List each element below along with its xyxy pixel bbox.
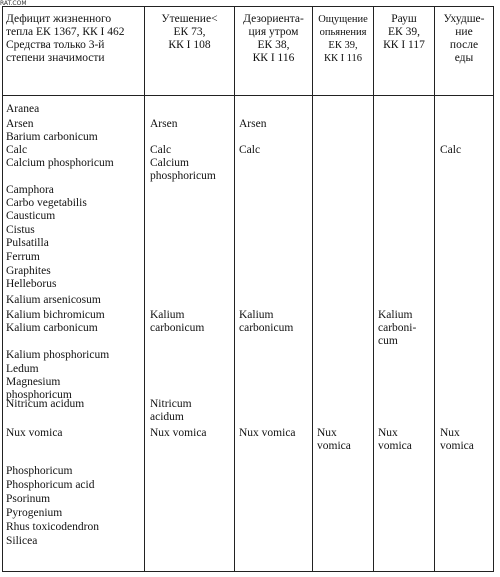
remedy-name-cell: Ferrum [6, 251, 40, 263]
symptom-cell: Nux vomica [150, 427, 207, 439]
symptom-cell: Nux vomica [317, 427, 351, 452]
remedy-name-cell: Nux vomica [6, 427, 63, 439]
symptom-cell: Kalium [378, 309, 413, 321]
symptom-cell: carbonicum [150, 322, 205, 334]
column-divider [312, 7, 313, 571]
remedy-name-cell: Kalium phosphoricum [6, 349, 110, 361]
symptom-cell: Calc [239, 144, 261, 156]
remedy-name-cell: Aranea [6, 103, 40, 115]
remedy-name-cell: Kalium arsenicosum [6, 294, 101, 306]
remedy-table [2, 6, 494, 572]
remedy-name-cell: Calcium phosphoricum [6, 157, 114, 169]
remedy-name-cell: Causticum [6, 210, 56, 222]
remedy-name-cell: Calc [6, 144, 28, 156]
symptom-cell: Nux vomica [378, 427, 412, 452]
remedy-name-cell: Carbo vegetabilis [6, 197, 87, 209]
header-cell-4: Рауш ЕК 39, КК I 117 [383, 13, 425, 51]
remedy-name-cell: Phosphoricum acid [6, 479, 95, 491]
remedy-name-cell: Phosphoricum [6, 465, 73, 477]
remedy-name-cell: Kalium carbonicum [6, 322, 98, 334]
header-cell-0: Дефицит жизненного тепла ЕК 1367, КК I 462 Средства только 3-й степени значимости [6, 13, 125, 64]
column-divider [144, 7, 145, 571]
remedy-name-cell: Graphites [6, 265, 51, 277]
remedy-name-cell: Barium carbonicum [6, 131, 98, 143]
remedy-name-cell: Ledum [6, 363, 39, 375]
symptom-cell: Nitricum acidum [150, 398, 192, 423]
remedy-name-cell: Pyrogenium [6, 507, 63, 519]
remedy-name-cell: Arsen [6, 118, 34, 130]
remedy-name-cell: Cistus [6, 224, 35, 236]
column-divider [434, 7, 435, 571]
remedy-name-cell: Camphora [6, 184, 54, 196]
corner-mark: RAT.COM [0, 0, 27, 7]
remedy-name-cell: Kalium bichromicum [6, 309, 105, 321]
symptom-cell: carboni- cum [378, 322, 417, 347]
remedy-name-cell: Magnesium phosphoricum [6, 376, 72, 401]
symptom-cell: Calcium phosphoricum [150, 157, 216, 182]
remedy-name-cell: Helleborus [6, 278, 57, 290]
column-divider [234, 7, 235, 571]
symptom-cell: Calc [440, 144, 462, 156]
symptom-cell: Arsen [150, 118, 178, 130]
remedy-name-cell: Pulsatilla [6, 237, 49, 249]
header-cell-1: Утешение< ЕК 73, КК I 108 [161, 13, 218, 51]
symptom-cell: Nux vomica [239, 427, 296, 439]
symptom-cell: Kalium [239, 309, 274, 321]
symptom-cell: carbonicum [239, 322, 294, 334]
remedy-name-cell: Rhus toxicodendron [6, 521, 99, 533]
remedy-name-cell: Silicea [6, 535, 38, 547]
column-divider [373, 7, 374, 571]
header-cell-3: Ощущение опьянения ЕК 39, КК I 116 [318, 14, 368, 64]
symptom-cell: Arsen [239, 118, 267, 130]
header-divider [3, 95, 493, 96]
header-cell-2: Дезориента- ция утром ЕК 38, КК I 116 [243, 13, 304, 64]
header-cell-5: Ухудше- ние после еды [443, 13, 485, 64]
symptom-cell: Kalium [150, 309, 185, 321]
remedy-name-cell: Nitricum acidum [6, 398, 85, 410]
symptom-cell: Nux vomica [440, 427, 474, 452]
symptom-cell: Calc [150, 144, 172, 156]
remedy-name-cell: Psorinum [6, 493, 51, 505]
